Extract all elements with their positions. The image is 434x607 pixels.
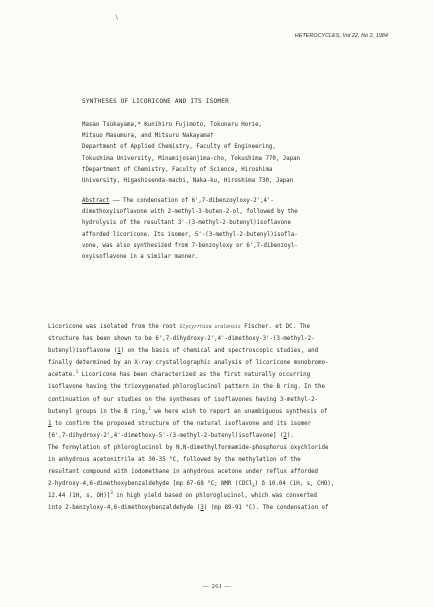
author-line: Masao Tsukayama,* Kunihiro Fujimoto, Tokunaru Horie,: [82, 122, 263, 128]
body-line: 2-hydroxy-4,6-dimethoxybenzaldehyde [mp 67-68 °C; NMR (CDCl$_3$) δ 10.04 (1H, s, CHO),: [48, 481, 335, 489]
body-line: in anhydrous acetonitrile at 30-35 °C, followed by the methylation of the: [48, 457, 301, 464]
abstract-text: —— The condensation of 6',7-dibenzoyloxy-2',4'-: [109, 198, 274, 204]
body-line: continuation of our studies on the syntheses of isoflavones having 3-methyl-2-: [48, 396, 319, 403]
body-line: isoflavone having the trioxygenated phloroglucinol pattern in the B ring. In the: [48, 384, 325, 391]
body-line: The formylation of phloroglucinol by N,N-dimethylformamide-phosphorus oxychloride: [48, 444, 329, 451]
abstract: [82, 196, 298, 263]
page-number: — 261 —: [202, 583, 232, 590]
journal-header: HETEROCYCLES, Vol 22, No 2, 1984: [294, 33, 388, 39]
abstract-line: hydrolysis of the resultant 3'-(3-methyl-2-butenyl)isoflavone: [82, 220, 291, 227]
abstract-line: afforded licoricone. Its isomer, 5'-(3-methyl-2-butenyl)isofla-: [82, 231, 298, 238]
body-line: butenyl)isoflavone (1) on the basis of chemical and spectroscopic studies, and: [48, 348, 319, 355]
abstract-line: dimethoxyisoflavone with 2-methyl-3-buten-2-ol, followed by the: [82, 209, 298, 216]
citation-ref: 2: [148, 405, 151, 411]
citation-ref: 3: [110, 490, 113, 496]
affiliation-line: Department of Applied Chemistry, Faculty of Engineering,: [82, 144, 276, 151]
abstract-line: vone, was also synthesized from 7-benzoyloxy or 6',7-dibenzoyl-: [82, 242, 298, 249]
body-text: [48, 321, 334, 515]
author-line: Mitsuo Masumura, and Mitsuru Nakayama†: [82, 133, 214, 140]
body-line: acetate.$^1$ Licoricone has been characterized as the first naturally occurring: [48, 369, 311, 379]
paper-title: SYNTHESES OF LICORICONE AND ITS ISOMER: [82, 98, 230, 105]
body-line: 12.44 (1H, s, OH)]$^3$ in high yield based on phloroglucinol, which was converted: [48, 490, 317, 500]
body-line: butenyl groups in the B ring,$^2$ we here wish to report an unambiguous synthesis of: [48, 405, 328, 415]
body-line: resultant compound with iodomethane in anhydrous acetone under reflux afforded: [48, 469, 319, 476]
body-line: 1 to confirm the proposed structure of the natural isoflavone and its isomer: [48, 420, 312, 427]
body-line: [6',7-dihydroxy-2',4'-dimethoxy-5'-(3-methyl-2-butenyl)isoflavone] (2).: [48, 432, 294, 439]
species-name: Glycyrrhiza uralensis: [179, 324, 241, 330]
affiliation-line: †Department of Chemistry, Faculty of Science, Hiroshima: [82, 166, 273, 173]
compound-ref: 1: [48, 420, 52, 427]
compound-ref: 3: [200, 505, 204, 512]
body-line: finally determined by an X-ray crystallographic analysis of licoricone monobromo-: [48, 360, 329, 367]
abstract-line: oxyisoflavone in a similar manner.: [82, 254, 199, 261]
abstract-label: Abstract: [82, 198, 110, 204]
author-affiliations: [82, 120, 300, 187]
affiliation-line: Tokushima University, Minamijosanjima-cho, Tokushima 770, Japan: [82, 155, 301, 162]
abstract-first-line: [82, 196, 298, 207]
body-line: structure has been shown to be 6',7-dihydroxy-2',4'-dimethoxy-3'-(3-methyl-2-: [48, 336, 315, 343]
compound-ref: 1: [117, 348, 121, 355]
scan-mark: \: [115, 14, 119, 21]
body-line: into 2-benzyloxy-4,6-dimethoxybenzaldehyde (3) (mp 89-91 °C). The condensation of: [48, 505, 329, 512]
subscript: 3: [252, 483, 255, 489]
citation-ref: 1: [75, 369, 79, 375]
affiliation-line: University, Higashisenda-machi, Naka-ku, Hiroshima 730, Japan: [82, 178, 294, 185]
compound-ref: 2: [283, 432, 287, 439]
body-line: Licoricone was isolated from the root Glycyrrhiza uralensis Fischer. et DC. The: [48, 324, 310, 330]
